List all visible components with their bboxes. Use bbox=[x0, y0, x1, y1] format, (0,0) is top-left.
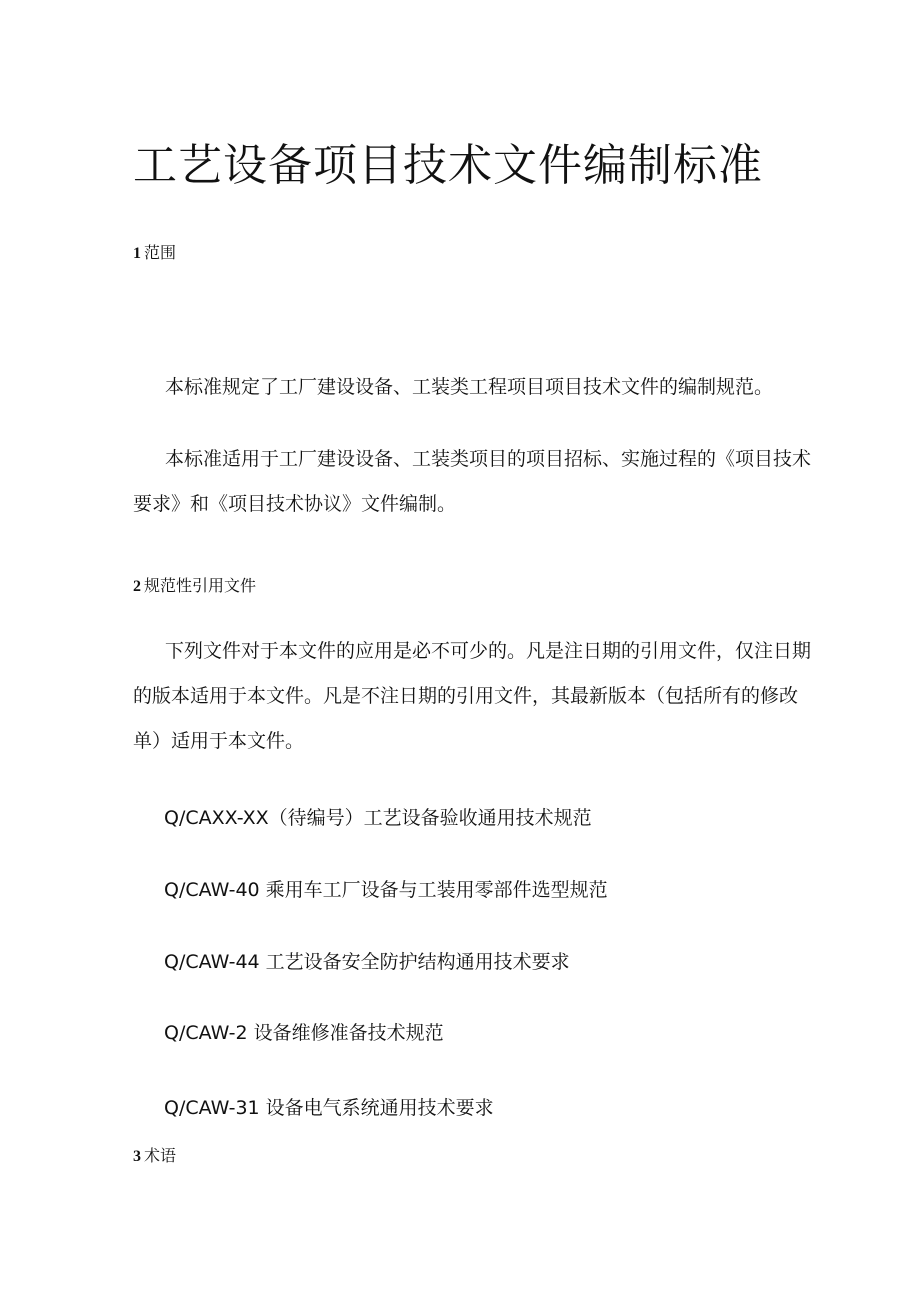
reference-item: Q/CAW-2 设备维修准备技术规范 bbox=[164, 1022, 444, 1044]
reference-item: Q/CAW-44 工艺设备安全防护结构通用技术要求 bbox=[164, 951, 570, 973]
reference-item: Q/CAW-40 乘用车工厂设备与工装用零部件选型规范 bbox=[164, 879, 608, 901]
section-1-paragraph-2: 本标准适用于工厂建设设备、工装类项目的项目招标、实施过程的《项目技术要求》和《项目技术协议》文件编制。 bbox=[133, 448, 812, 515]
section-2-title: 规范性引用文件 bbox=[144, 576, 257, 595]
section-1-title: 范围 bbox=[144, 243, 177, 262]
section-2-number: 2 bbox=[133, 578, 141, 595]
section-1-number: 1 bbox=[133, 245, 141, 262]
reference-item: Q/CAW-31 设备电气系统通用技术要求 bbox=[164, 1097, 494, 1119]
section-1-paragraph-1: 本标准规定了工厂建设设备、工装类工程项目项目技术文件的编制规范。 bbox=[165, 376, 774, 398]
section-3-number: 3 bbox=[133, 1148, 141, 1165]
section-3-title: 术语 bbox=[144, 1146, 177, 1165]
reference-item: Q/CAXX-XX（待编号）工艺设备验收通用技术规范 bbox=[164, 807, 592, 829]
section-3-heading bbox=[133, 1145, 176, 1168]
section-2-heading bbox=[133, 575, 256, 598]
section-2-paragraph-1: 下列文件对于本文件的应用是必不可少的。凡是注日期的引用文件，仅注日期的版本适用于本文件。凡是不注日期的引用文件，其最新版本（包括所有的修改单）适用于本文件。 bbox=[133, 640, 812, 752]
document-title: 工艺设备项目技术文件编制标准 bbox=[133, 140, 763, 191]
section-1-heading bbox=[133, 242, 176, 265]
